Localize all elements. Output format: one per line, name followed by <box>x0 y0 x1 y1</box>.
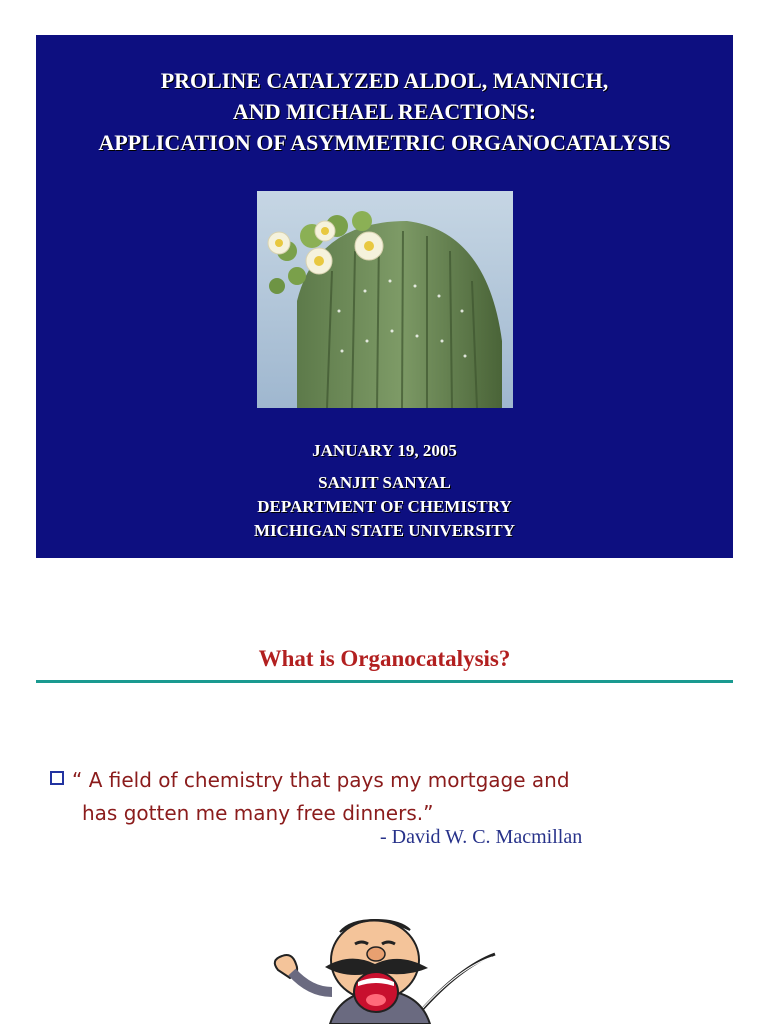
title-line-3: APPLICATION OF ASYMMETRIC ORGANOCATALYSIS <box>98 130 671 155</box>
department: DEPARTMENT OF CHEMISTRY <box>257 497 512 516</box>
title-divider <box>36 680 733 683</box>
author-name: SANJIT SANYAL <box>318 473 451 492</box>
university: MICHIGAN STATE UNIVERSITY <box>253 521 516 540</box>
title-slide <box>36 35 733 558</box>
title-line-1: PROLINE CATALYZED ALDOL, MANNICH, <box>160 68 609 93</box>
checkbox-bullet-icon <box>50 771 64 785</box>
presentation-date: JANUARY 19, 2005 <box>312 441 457 460</box>
quote <box>72 764 672 830</box>
slide-2-title: What is Organocatalysis? <box>258 646 511 671</box>
title-line-2: AND MICHAEL REACTIONS: <box>232 99 537 124</box>
quote-attribution: - David W. C. Macmillan <box>380 826 583 848</box>
quote-line-2: has gotten me many free dinners.” <box>82 801 434 825</box>
quote-line-1: “ A field of chemistry that pays my mortgage and <box>72 768 570 792</box>
author-block <box>36 471 733 543</box>
cactus-photo <box>257 191 513 408</box>
slide-title <box>36 65 733 158</box>
laughing-cartoon-icon <box>270 912 510 1024</box>
